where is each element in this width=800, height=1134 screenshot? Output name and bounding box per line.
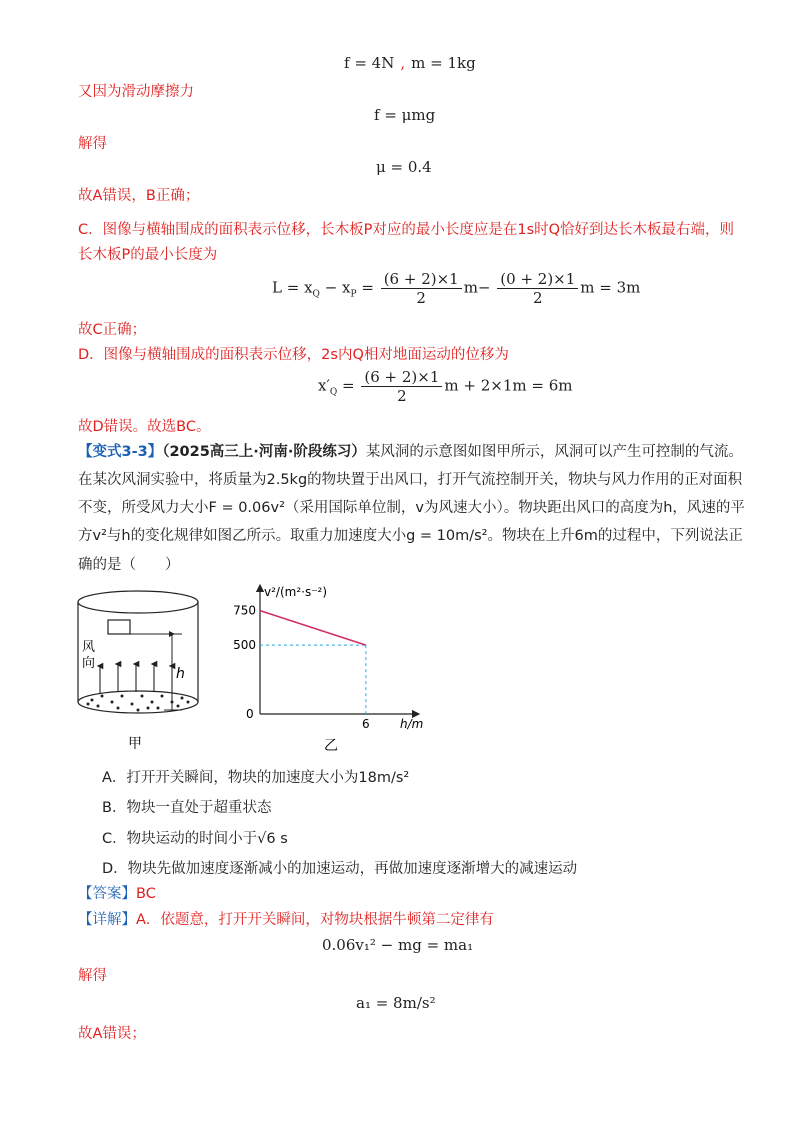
eq-minus: − x	[319, 278, 351, 297]
eq-unit2: m = 3m	[580, 278, 641, 297]
equation-newton: 0.06v₁² − mg = ma₁	[322, 936, 474, 954]
series-line	[260, 611, 366, 645]
tunnel-top-ellipse	[78, 591, 198, 613]
eq-m: m = 1kg	[411, 54, 476, 72]
equation-friction: f = μmg	[374, 106, 436, 124]
option-a: A．打开开关瞬间，物块的加速度大小为18m/s²	[102, 770, 410, 786]
problem-line5: 确的是（ ）	[78, 557, 180, 573]
option-c: C．物块运动的时间小于√6 s	[102, 831, 288, 847]
fraction-3: $\frac{(6 + 2)\times 1}{2}$	[361, 368, 442, 405]
equation-f-m	[344, 54, 476, 72]
friction-line: 又因为滑动摩擦力	[78, 84, 194, 100]
eq-l-lhs: L = x	[272, 278, 313, 297]
problem-tag: 【变式3-3】	[78, 444, 163, 460]
solve-label-2: 解得	[78, 968, 107, 984]
detail-label: 【详解】	[78, 912, 136, 928]
figure-jia-caption: 甲	[128, 736, 142, 752]
problem-source: （2025高三上·河南·阶段练习）	[162, 444, 366, 460]
y-tick-500: 500	[233, 638, 256, 653]
eq-unit1: m−	[463, 278, 491, 297]
wind-label-2: 向	[82, 656, 96, 671]
eq-x-lhs: x′	[318, 376, 330, 395]
answer-line	[78, 882, 156, 907]
eq-sub-q: Q	[312, 289, 320, 300]
problem-line4: 方v²与h的变化规律如图乙所示。取重力加速度大小g = 10m/s²。物块在上升6m的过程中，下列说法正	[78, 528, 743, 544]
y-axis-label: v²/(m²·s⁻²)	[264, 585, 328, 599]
wind-label-1: 风	[82, 640, 96, 655]
conclusion-a: 故A错误；	[78, 1026, 146, 1042]
x-axis-label: h/m	[400, 717, 424, 731]
fraction-1: $\frac{(6 + 2)\times 1}{2}$	[381, 270, 462, 307]
wind-arrows	[100, 664, 172, 694]
equation-accel: a₁ = 8m/s²	[356, 994, 436, 1012]
conclusion-c: 故C正确；	[78, 322, 147, 338]
eq-sub-p: P	[350, 289, 357, 300]
block-rect	[108, 620, 130, 634]
y-tick-750: 750	[233, 603, 256, 618]
conclusion-d: 故D错误。故选BC。	[78, 419, 211, 435]
solve-label-1: 解得	[78, 136, 107, 152]
eq-equals: =	[356, 278, 374, 297]
problem-line1-rest: 某风洞的示意图如图甲所示，风洞可以产生可控制的气流。	[365, 444, 743, 460]
equation-length	[272, 270, 640, 307]
equation-displacement	[318, 368, 573, 405]
detail-line	[78, 908, 494, 933]
v2-h-chart	[220, 580, 430, 756]
fraction-2: $\frac{(0 + 2)\times 1}{2}$	[497, 270, 578, 307]
answer-value: BC	[136, 886, 156, 902]
origin-label: 0	[246, 707, 254, 721]
equation-mu: μ = 0.4	[376, 158, 432, 176]
problem-line1	[78, 440, 743, 465]
problem-line2: 在某次风洞实验中，将质量为2.5kg的物块置于出风口，打开气流控制开关，物块与风力作用的正对面积	[78, 472, 743, 488]
wind-tunnel-figure	[64, 586, 204, 756]
eq-separator: ,	[400, 54, 406, 72]
eq-f: f = 4N	[344, 54, 395, 72]
x-tick-6: 6	[362, 717, 370, 731]
eq-x-rest: m + 2×1m = 6m	[444, 376, 573, 395]
eq-x-equals: =	[337, 376, 355, 395]
height-label: h	[176, 666, 185, 682]
problem-line3: 不变，所受风力大小F = 0.06v²（采用国际单位制，v为风速大小）。物块距出风口的高度为h，风速的平	[78, 500, 745, 516]
option-b: B．物块一直处于超重状态	[102, 800, 272, 816]
outlet-dots	[87, 695, 190, 712]
answer-label: 【答案】	[78, 886, 136, 902]
option-c-explanation-line1: C．图像与横轴围成的面积表示位移，长木板P对应的最小长度应是在1s时Q恰好到达长木板最右端，则	[78, 222, 735, 238]
option-c-explanation-line2: 长木板P的最小长度为	[78, 247, 218, 263]
figure-yi-caption: 乙	[324, 738, 338, 754]
option-d-explanation: D．图像与横轴围成的面积表示位移，2s内Q相对地面运动的位移为	[78, 347, 509, 363]
conclusion-ab: 故A错误，B正确；	[78, 188, 200, 204]
detail-text: A．依题意，打开开关瞬间，对物块根据牛顿第二定律有	[136, 912, 494, 928]
eq-x-sub: Q	[329, 387, 338, 398]
option-d: D．物块先做加速度逐渐减小的加速运动，再做加速度逐渐增大的减速运动	[102, 861, 578, 877]
